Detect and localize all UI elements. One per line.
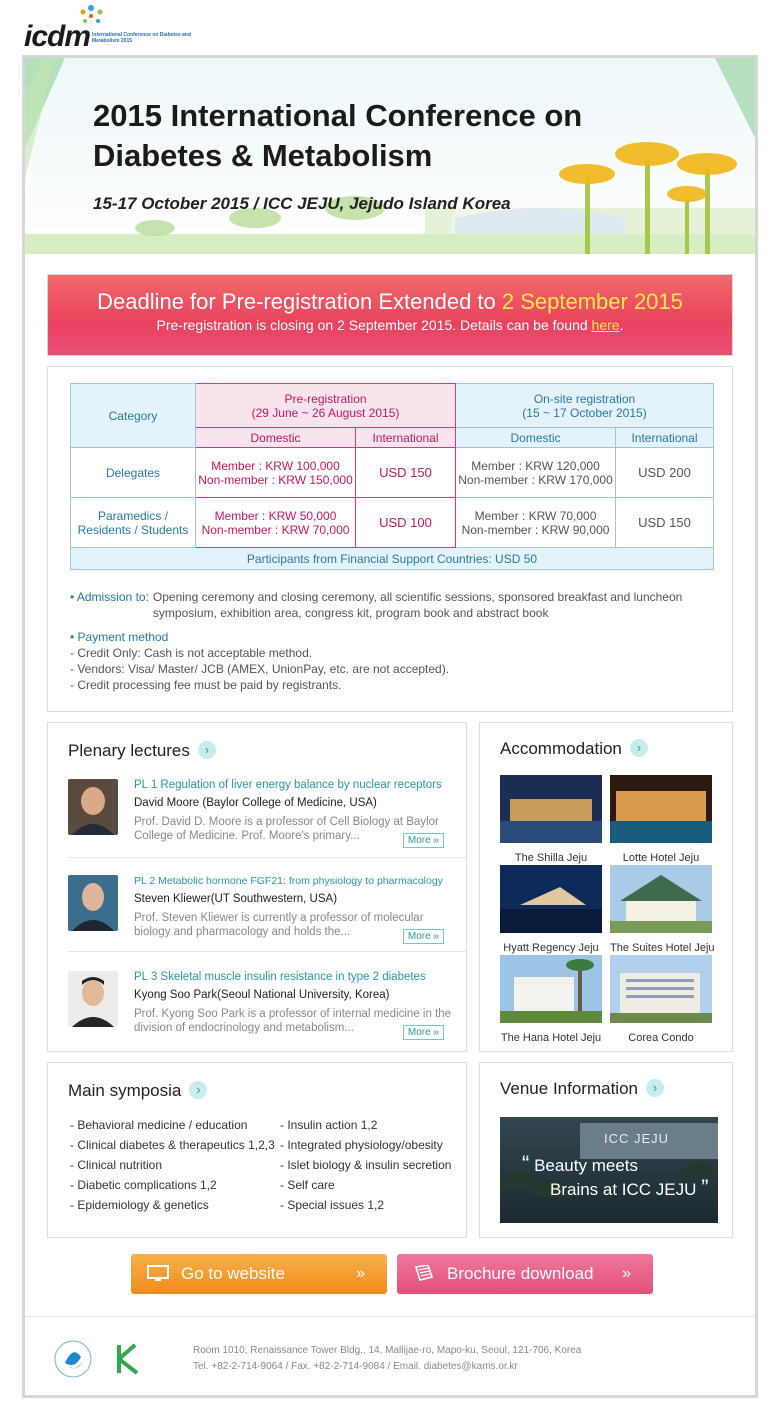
speaker-photo <box>68 971 118 1027</box>
chevron-right-icon[interactable]: › <box>189 1081 207 1099</box>
onsite-international-header: International <box>616 428 714 448</box>
table-row <box>71 448 714 498</box>
lecture-title-link[interactable]: PL 2 Metabolic hormone FGF21: from physiology to pharmacology <box>134 875 443 887</box>
payment-item: - Credit Only: Cash is not acceptable method. <box>70 646 313 660</box>
onsite-domestic-fee <box>456 448 616 498</box>
pre-domestic-fee <box>196 498 356 548</box>
quote-text-1: Beauty meets <box>534 1156 639 1175</box>
more-button[interactable]: More » <box>403 833 444 848</box>
speaker-photo <box>68 875 118 931</box>
onsite-international-fee: USD 150 <box>616 498 714 548</box>
pre-international-header: International <box>356 428 456 448</box>
hotel-item[interactable] <box>500 865 602 954</box>
list-item: - Behavioral medicine / education <box>70 1118 248 1132</box>
close-quote-icon: ” <box>701 1175 709 1200</box>
pre-registration-dates: (29 June ~ 26 August 2015) <box>251 405 400 420</box>
venue-quote-line-1 <box>522 1151 638 1177</box>
symposia-list-right <box>280 1115 451 1215</box>
chevron-right-icon[interactable]: › <box>198 741 216 759</box>
chevron-right-icon[interactable]: › <box>646 1079 664 1097</box>
more-button[interactable]: More » <box>403 929 444 944</box>
icdm-logo <box>24 4 191 53</box>
go-to-website-label: Go to website <box>181 1264 285 1283</box>
member-fee: Member : KRW 100,000 <box>211 458 340 473</box>
lecture-item <box>68 875 456 963</box>
category-header: Category <box>71 384 196 448</box>
double-chevron-icon: » <box>356 1265 365 1282</box>
venue-sign: ICC JEJU <box>604 1131 670 1146</box>
double-chevron-icon: » <box>622 1265 631 1282</box>
hotel-photo <box>500 955 602 1023</box>
lecture-speaker: Kyong Soo Park(Seoul National University, Korea) <box>134 989 390 1001</box>
open-quote-icon: “ <box>522 1151 530 1176</box>
payment-item: - Credit processing fee must be paid by registrants. <box>70 678 342 692</box>
financial-support-note: Participants from Financial Support Countries: USD 50 <box>71 548 714 570</box>
hotel-photo <box>500 775 602 843</box>
list-item: - Integrated physiology/obesity <box>280 1138 443 1152</box>
admission-line-2: symposium, exhibition area, congress kit, program book and abstract book <box>152 606 549 620</box>
details-link[interactable]: here <box>591 317 620 333</box>
admission-text <box>153 589 682 621</box>
footer-address: Room 1010, Renaissance Tower Bldg., 14, Mallijae-ro, Mapo-ku, Seoul, 121-706, Korea <box>193 1345 582 1356</box>
lecture-description: Prof. David D. Moore is a professor of Cell Biology at Baylor College of Medicine. Prof. Moore's primary... <box>134 816 439 842</box>
registration-fees-section <box>47 366 733 712</box>
pre-registration-header <box>196 384 456 428</box>
hotel-photo <box>610 775 712 843</box>
lecture-title-link[interactable]: PL 3 Skeletal muscle insulin resistance in type 2 diabetes <box>134 971 426 983</box>
hotel-name: Lotte Hotel Jeju <box>622 852 700 864</box>
divider <box>68 857 466 858</box>
deadline-headline-text: Deadline for Pre-registration Extended to <box>97 289 502 314</box>
deadline-date: 2 September 2015 <box>501 289 683 314</box>
admission-line-1: Opening ceremony and closing ceremony, all scientific sessions, sponsored breakfast and luncheon <box>152 590 683 604</box>
row-category-label-2: Residents / Students <box>77 522 189 537</box>
deadline-headline <box>48 289 732 315</box>
plenary-title-text: Plenary lectures <box>68 741 190 760</box>
divider <box>68 951 466 952</box>
payment-label: Payment method <box>77 630 169 644</box>
accommodation-panel <box>479 722 733 1052</box>
pre-international-fee: USD 150 <box>356 448 456 498</box>
deadline-details-text: Pre-registration is closing on 2 September 2015. Details can be found <box>156 317 592 333</box>
list-item: - Epidemiology & genetics <box>70 1198 209 1212</box>
go-to-website-button[interactable] <box>131 1254 387 1294</box>
hotel-name: Corea Condo <box>628 1032 694 1044</box>
payment-item: - Vendors: Visa/ Master/ JCB (AMEX, UnionPay, etc. are not accepted). <box>70 662 450 676</box>
nonmember-fee: Non-member : KRW 70,000 <box>201 522 350 537</box>
symposia-list-left <box>70 1115 275 1215</box>
brochure-download-button[interactable] <box>397 1254 653 1294</box>
hotel-name: The Hana Hotel Jeju <box>500 1032 602 1044</box>
onsite-domestic-fee <box>456 498 616 548</box>
accommodation-title-text: Accommodation <box>500 739 622 758</box>
hotel-item[interactable] <box>610 955 712 1044</box>
deadline-details-suffix: . <box>619 317 624 333</box>
row-category <box>71 448 196 498</box>
list-item: - Clinical nutrition <box>70 1158 163 1172</box>
member-fee: Member : KRW 120,000 <box>471 458 600 473</box>
kdm-society-logo-icon <box>53 1339 93 1379</box>
conference-date: 15-17 October 2015 / ICC JEJU, Jejudo Island Korea <box>93 194 511 213</box>
hotel-item[interactable] <box>610 865 715 954</box>
venue-quote-line-2 <box>550 1175 709 1201</box>
hotel-item[interactable] <box>500 775 602 864</box>
footer-phone-email: Tel. +82-2-714-9064 / Fax. +82-2-714-9084 / Email. diabetes@kams.or.kr <box>193 1361 518 1372</box>
registration-notes <box>70 589 710 693</box>
table-row <box>71 498 714 548</box>
admission-label-wrap <box>70 589 149 621</box>
row-category-label: Delegates <box>105 465 161 480</box>
accommodation-title[interactable] <box>500 739 648 759</box>
nonmember-fee: Non-member : KRW 170,000 <box>458 472 613 487</box>
onsite-registration-title: On-site registration <box>533 391 636 406</box>
nonmember-fee: Non-member : KRW 150,000 <box>198 472 353 487</box>
logo-subtitle: International Conference on Diabetes and Metabolism 2015 <box>92 32 191 44</box>
bullet-icon: • <box>70 630 78 644</box>
pre-domestic-fee <box>196 448 356 498</box>
hotel-name: The Shilla Jeju <box>514 852 588 864</box>
hotel-photo <box>610 865 712 933</box>
monitor-icon <box>147 1265 169 1282</box>
more-button[interactable]: More » <box>403 1025 444 1040</box>
onsite-registration-dates: (15 ~ 17 October 2015) <box>522 405 647 420</box>
lecture-title-link[interactable]: PL 1 Regulation of liver energy balance by nuclear receptors <box>134 779 442 791</box>
venue-panel <box>479 1062 733 1238</box>
list-item: - Insulin action 1,2 <box>280 1118 378 1132</box>
main-symposia-panel <box>47 1062 467 1238</box>
onsite-international-fee: USD 200 <box>616 448 714 498</box>
list-item: - Diabetic complications 1,2 <box>70 1178 217 1192</box>
pre-domestic-header: Domestic <box>196 428 356 448</box>
lecture-description: Prof. Kyong Soo Park is a professor of internal medicine in the division of endocrinology and metabolism... <box>134 1008 452 1034</box>
list-item: - Clinical diabetes & therapeutics 1,2,3 <box>70 1138 275 1152</box>
list-item: - Special issues 1,2 <box>280 1198 385 1212</box>
logo-wordmark: icdm <box>24 20 91 53</box>
brochure-icon <box>413 1265 435 1282</box>
main-symposia-title[interactable] <box>68 1081 207 1101</box>
footer-contact <box>193 1343 581 1375</box>
title-line-2: Diabetes & Metabolism <box>93 138 433 173</box>
member-fee: Member : KRW 70,000 <box>474 508 597 523</box>
plenary-lectures-panel <box>47 722 467 1052</box>
lecture-speaker: David Moore (Baylor College of Medicine, USA) <box>134 797 377 809</box>
registration-fee-table <box>70 383 714 570</box>
venue-title[interactable] <box>500 1079 664 1099</box>
conference-title <box>93 96 713 176</box>
pre-registration-title: Pre-registration <box>284 391 367 406</box>
onsite-registration-header <box>456 384 714 428</box>
quote-text-2: Brains at ICC JEJU <box>550 1180 697 1199</box>
hotel-name: Hyatt Regency Jeju <box>503 942 599 954</box>
onsite-domestic-header: Domestic <box>456 428 616 448</box>
hotel-item[interactable] <box>500 955 602 1044</box>
kams-logo-icon <box>115 1343 141 1375</box>
lecture-item <box>68 779 456 867</box>
venue-image[interactable] <box>500 1117 718 1223</box>
member-fee: Member : KRW 50,000 <box>214 508 337 523</box>
hotel-photo <box>610 955 712 1023</box>
lecture-speaker: Steven Kliewer(UT Southwestern, USA) <box>134 893 338 905</box>
hero-header <box>25 58 755 254</box>
payment-heading <box>70 629 710 645</box>
hotel-name: The Suites Hotel Jeju <box>610 942 715 954</box>
newsletter-frame <box>22 55 758 1398</box>
nonmember-fee: Non-member : KRW 90,000 <box>461 522 610 537</box>
lecture-item <box>68 971 456 1059</box>
admission-note <box>70 589 710 621</box>
list-item: - Islet biology & insulin secretion <box>280 1158 452 1172</box>
row-category-label: Paramedics / <box>97 508 169 523</box>
hotel-photo <box>500 865 602 933</box>
title-line-1: 2015 International Conference on <box>93 98 583 133</box>
deadline-banner <box>47 274 733 356</box>
admission-label: Admission to: <box>76 590 149 604</box>
deadline-details <box>48 317 732 333</box>
pre-international-fee: USD 100 <box>356 498 456 548</box>
speaker-photo <box>68 779 118 835</box>
chevron-right-icon[interactable]: › <box>630 739 648 757</box>
row-category <box>71 498 196 548</box>
plenary-lectures-title[interactable] <box>68 741 216 761</box>
lecture-description: Prof. Steven Kliewer is currently a professor of molecular biology and pharmacology and holds the... <box>134 912 424 938</box>
venue-title-text: Venue Information <box>500 1079 638 1098</box>
symposia-title-text: Main symposia <box>68 1081 182 1100</box>
hotel-item[interactable] <box>610 775 712 864</box>
brochure-download-label: Brochure download <box>447 1264 594 1283</box>
bullet-icon: • <box>70 590 77 604</box>
footer <box>25 1316 755 1396</box>
list-item: - Self care <box>280 1178 335 1192</box>
